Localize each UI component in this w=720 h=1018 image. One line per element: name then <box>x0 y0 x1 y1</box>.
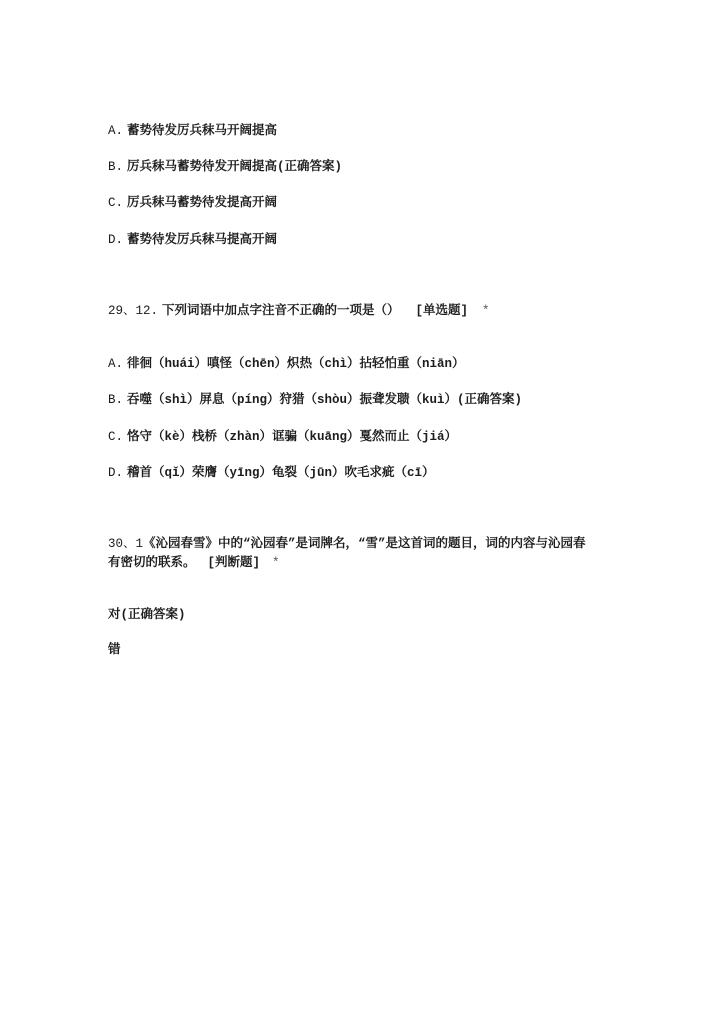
question-type-tag: [判断题] <box>207 556 261 570</box>
q29-option-d <box>108 465 435 481</box>
option-label: C. <box>108 430 124 444</box>
question-type-tag: [单选题] <box>415 304 469 318</box>
option-text: 恪守（kè）栈桥（zhàn）诓骗（kuāng）戛然而止（jiá） <box>127 430 458 444</box>
required-asterisk: * <box>482 304 490 318</box>
question-text: 下列词语中加点字注音不正确的一项是（） <box>162 304 400 318</box>
correct-answer-mark: (正确答案) <box>120 608 186 622</box>
q29-title <box>108 303 490 319</box>
option-text: 厉兵秣马蓄势待发开阔提高 <box>127 160 278 174</box>
option-text: 错 <box>108 643 121 657</box>
option-text: 对 <box>108 608 121 622</box>
option-label: A. <box>108 357 124 371</box>
q30-title-line-2 <box>108 555 280 571</box>
option-text: 稽首（qǐ）荣膺（yīng）龟裂（jūn）吹毛求疵（cī） <box>127 466 435 480</box>
question-text: 《沁园春雪》中的“沁园春”是词牌名，“雪”是这首词的题目，词的内容与沁园春 <box>143 537 586 551</box>
option-label: C. <box>108 196 124 210</box>
option-text: 吞噬（shì）屏息（píng）狩猎（shòu）振聋发聩（kuì） <box>127 393 458 407</box>
q28-option-b <box>108 159 342 175</box>
option-label: B. <box>108 160 124 174</box>
question-number: 29、12. <box>108 304 159 318</box>
question-text: 有密切的联系。 <box>108 556 196 570</box>
q29-option-b <box>108 392 522 408</box>
q30-option-true <box>108 607 186 623</box>
option-text: 蓄势待发厉兵秣马提高开阔 <box>127 233 278 247</box>
q28-option-c <box>108 195 277 211</box>
q29-option-c <box>108 429 457 445</box>
q28-option-d <box>108 232 277 248</box>
option-text: 蓄势待发厉兵秣马开阔提高 <box>127 124 278 138</box>
q29-option-a <box>108 356 465 372</box>
option-text: 徘徊（huái）嗔怪（chēn）炽热（chì）拈轻怕重（niān） <box>127 357 465 371</box>
q30-option-false <box>108 642 121 658</box>
option-label: A. <box>108 124 124 138</box>
question-number: 30、1 <box>108 537 144 551</box>
option-label: D. <box>108 233 124 247</box>
q28-option-a <box>108 123 277 139</box>
correct-answer-mark: (正确答案) <box>277 160 343 174</box>
option-label: B. <box>108 393 124 407</box>
option-label: D. <box>108 466 124 480</box>
q30-title-line-1 <box>108 536 586 552</box>
required-asterisk: * <box>272 556 280 570</box>
correct-answer-mark: (正确答案) <box>457 393 523 407</box>
option-text: 厉兵秣马蓄势待发提高开阔 <box>127 196 278 210</box>
